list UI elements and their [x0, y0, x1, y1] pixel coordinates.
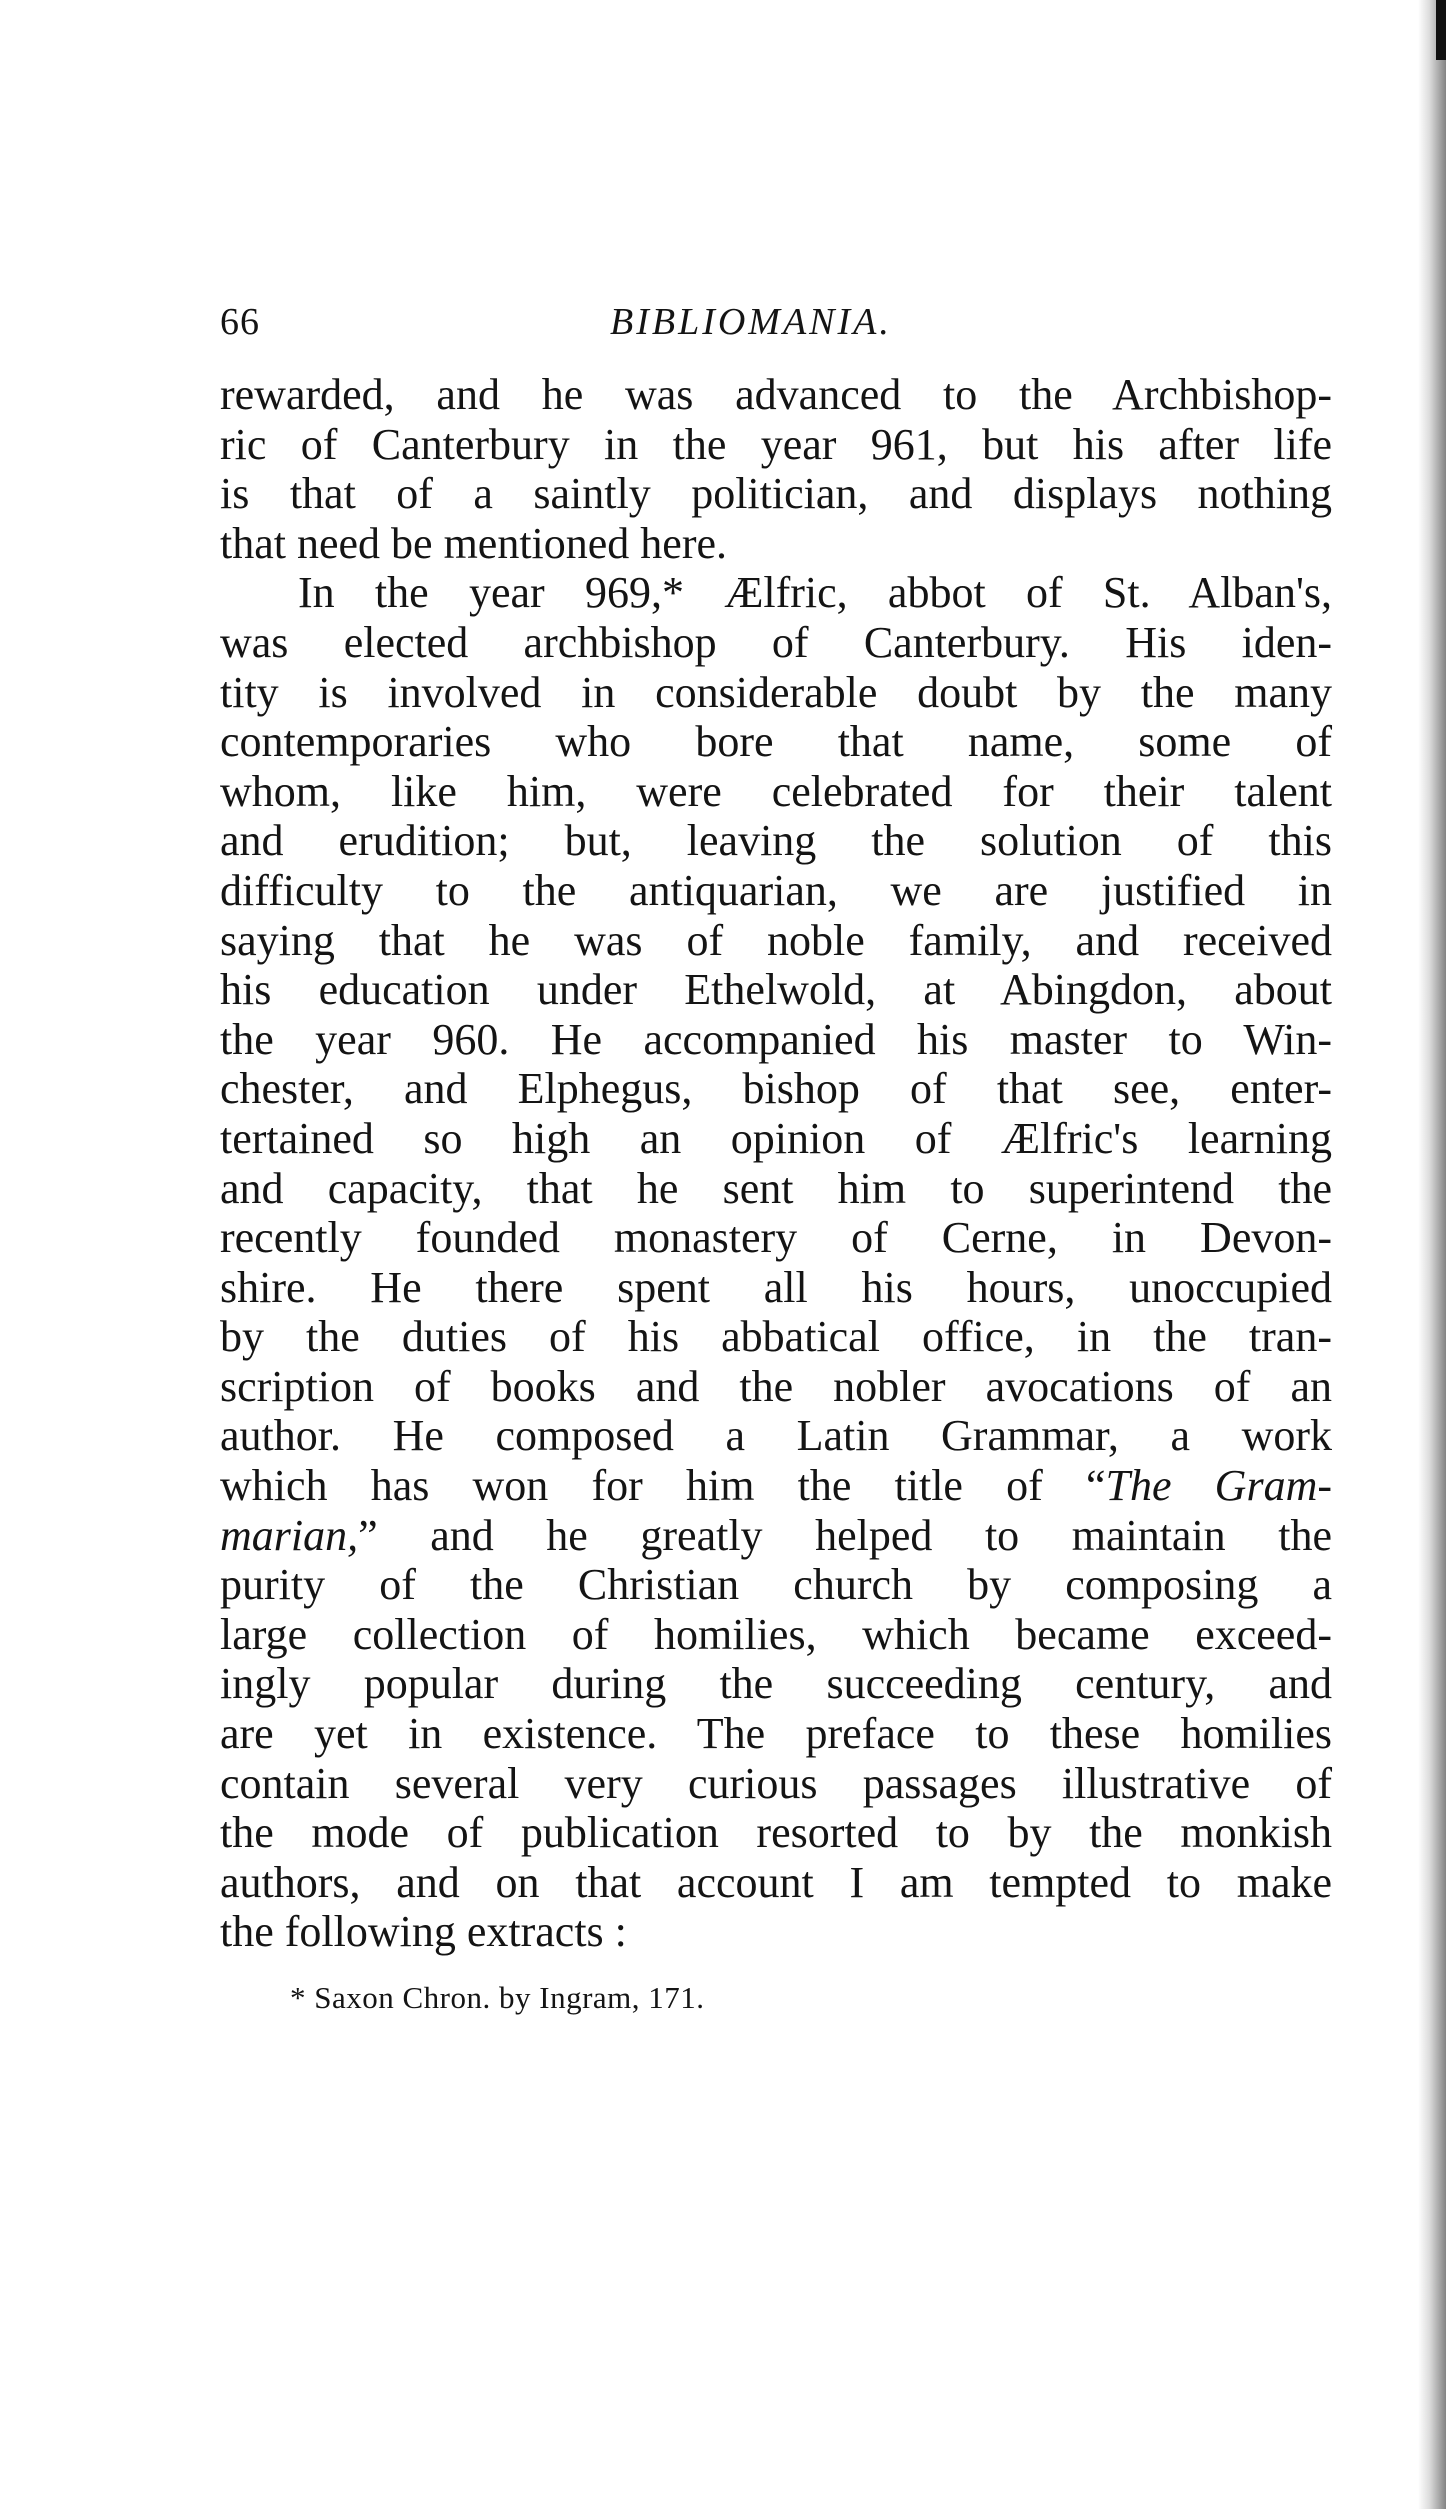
text-line: whom, like him, were celebrated for their talent: [220, 766, 1332, 816]
text-line: tertained so high an opinion of Ælfric's learning: [220, 1113, 1332, 1163]
text-line: his education under Ethelwold, at Abingdon, about: [220, 965, 1332, 1015]
text-line: [220, 1511, 1332, 1561]
text-line: saying that he was of noble family, and received: [220, 915, 1332, 965]
text-line: ric of Canterbury in the year 961, but his after life: [220, 419, 1332, 469]
text-line: that need be mentioned here.: [220, 518, 728, 568]
text-line: contain several very curious passages illustrative of: [220, 1758, 1332, 1808]
text-line: large collection of homilies, which became exceed-: [220, 1609, 1332, 1659]
running-head: [220, 300, 1330, 360]
text-line: authors, and on that account I am tempted to make: [220, 1857, 1332, 1907]
page-number: 66: [220, 301, 260, 343]
text-segment: ” and he greatly helped to maintain the: [358, 1510, 1332, 1560]
text-line: and capacity, that he sent him to superintend the: [220, 1163, 1332, 1213]
text-line: author. He composed a Latin Grammar, a work: [220, 1411, 1332, 1461]
text-line: was elected archbishop of Canterbury. His iden-: [220, 617, 1332, 667]
running-title: BIBLIOMANIA.: [610, 301, 892, 343]
footnote: * Saxon Chron. by Ingram, 171.: [290, 1980, 705, 2015]
text-line: the mode of publication resorted to by the monkish: [220, 1808, 1332, 1858]
text-line: In the year 969,* Ælfric, abbot of St. Alban's,: [298, 568, 1332, 618]
scan-edge-shadow: [1418, 0, 1446, 2509]
text-line: by the duties of his abbatical office, in the tran-: [220, 1312, 1332, 1362]
body-text: [220, 370, 1332, 1957]
text-segment: which has won for him the title of “: [220, 1461, 1106, 1511]
text-line: ingly popular during the succeeding century, and: [220, 1659, 1332, 1709]
text-line: recently founded monastery of Cerne, in Devon-: [220, 1213, 1332, 1263]
text-line: scription of books and the nobler avocations of an: [220, 1361, 1332, 1411]
text-line: rewarded, and he was advanced to the Archbishop-: [220, 370, 1332, 419]
text-line: tity is involved in considerable doubt by the many: [220, 667, 1332, 717]
text-line: chester, and Elphegus, bishop of that see, enter-: [220, 1064, 1332, 1114]
text-line: the following extracts :: [220, 1907, 627, 1957]
scan-edge-mark: [1436, 0, 1446, 60]
text-line: is that of a saintly politician, and displays nothing: [220, 469, 1332, 519]
text-line: are yet in existence. The preface to these homilies: [220, 1709, 1332, 1759]
italic-title: marian,: [220, 1510, 359, 1560]
italic-title: The Gram-: [1105, 1461, 1333, 1511]
text-line: the year 960. He accompanied his master to Win-: [220, 1014, 1332, 1064]
text-line: contemporaries who bore that name, some of: [220, 717, 1332, 767]
text-line: [220, 1461, 1332, 1511]
text-line: difficulty to the antiquarian, we are justified in: [220, 865, 1332, 915]
text-line: and erudition; but, leaving the solution of this: [220, 816, 1332, 866]
text-line: purity of the Christian church by composing a: [220, 1560, 1332, 1610]
text-line: shire. He there spent all his hours, unoccupied: [220, 1262, 1332, 1312]
